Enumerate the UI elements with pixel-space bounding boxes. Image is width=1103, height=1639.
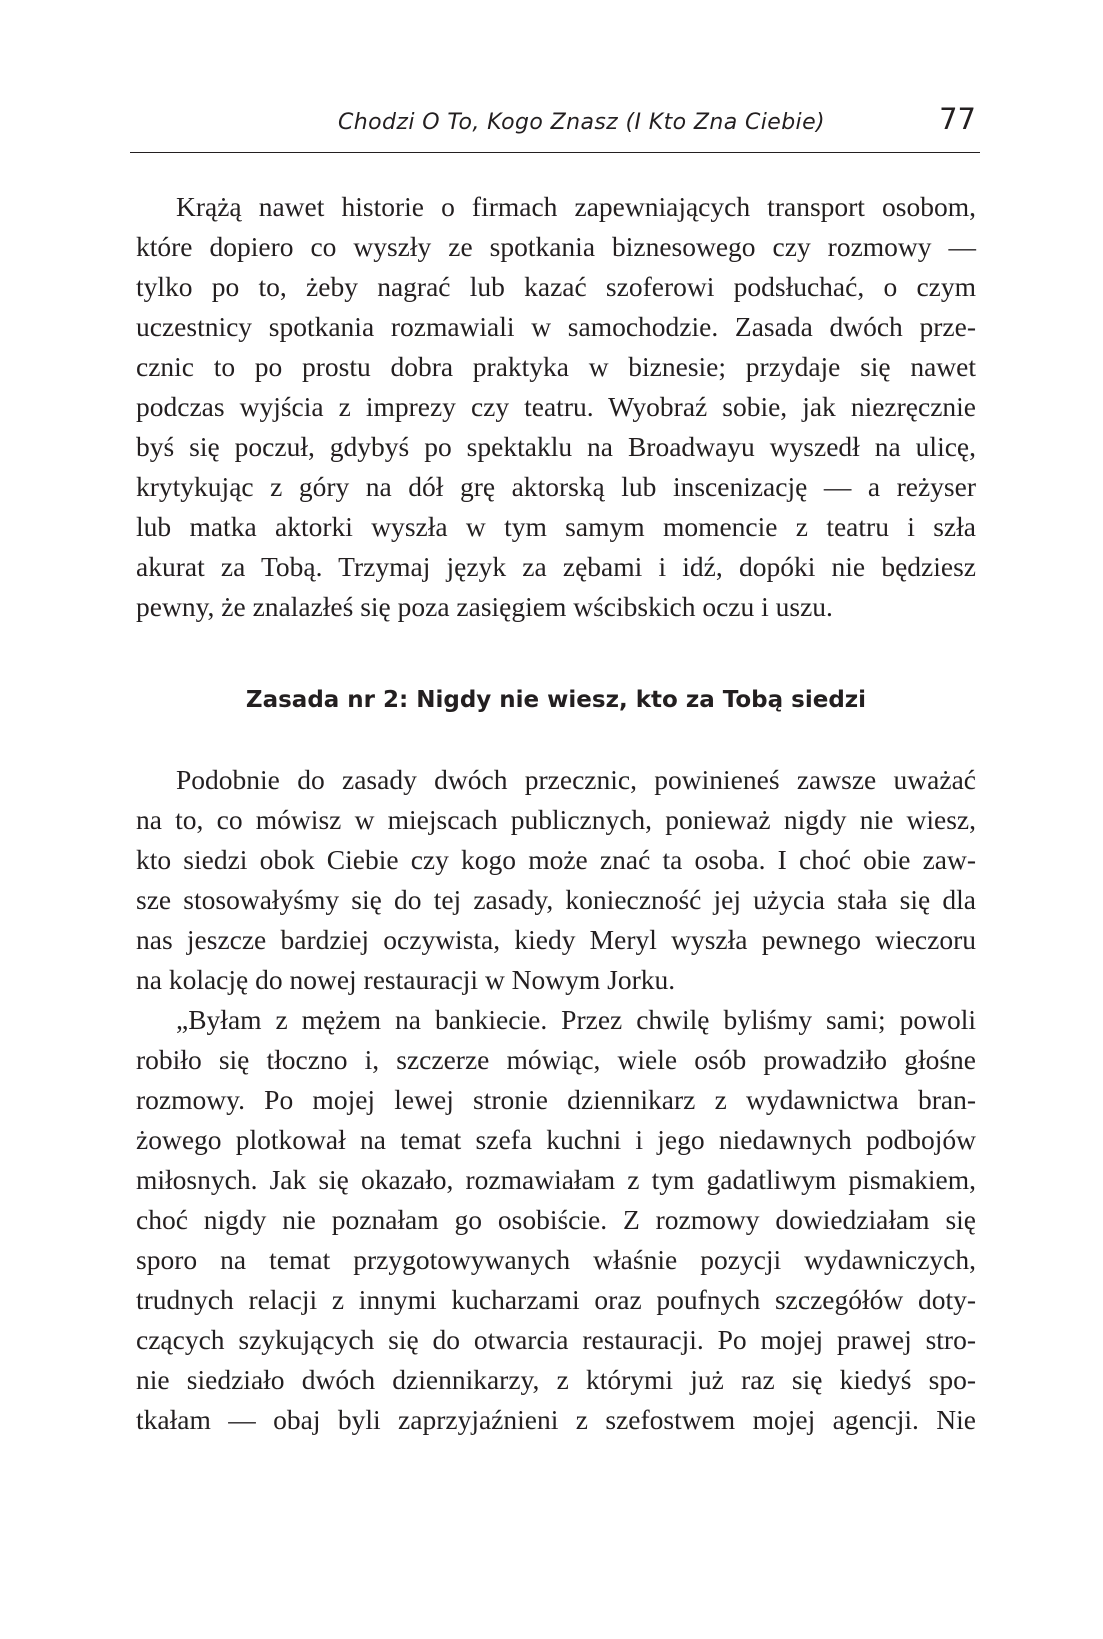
paragraph-line: „Byłam z mężem na bankiecie. Przez chwilę byliśmy sami; powoli <box>176 1004 976 1035</box>
paragraph-line: czących szykujących się do otwarcia restauracji. Po mojej prawej stro- <box>136 1324 976 1355</box>
paragraph-line: Podobnie do zasady dwóch przecznic, powinieneś zawsze uważać <box>176 764 976 795</box>
paragraph-line: które dopiero co wyszły ze spotkania biznesowego czy rozmowy — <box>136 231 976 262</box>
paragraph-line: choć nigdy nie poznałam go osobiście. Z rozmowy dowiedziałam się <box>136 1204 976 1235</box>
paragraph-line: tkałam — obaj byli zaprzyjaźnieni z szefostwem mojej agencji. Nie <box>136 1404 976 1435</box>
paragraph-line: akurat za Tobą. Trzymaj język za zębami i idź, dopóki nie będziesz <box>136 551 976 582</box>
paragraph-line: byś się poczuł, gdybyś po spektaklu na Broadwayu wyszedł na ulicę, <box>136 431 976 462</box>
paragraph-line: trudnych relacji z innymi kucharzami oraz poufnych szczegółów doty- <box>136 1284 976 1315</box>
paragraph-line: Krążą nawet historie o firmach zapewniających transport osobom, <box>176 191 976 222</box>
paragraph-line: nie siedziało dwóch dziennikarzy, z którymi już raz się kiedyś spo- <box>136 1364 976 1395</box>
paragraph-line: rozmowy. Po mojej lewej stronie dziennikarz z wydawnictwa bran- <box>136 1084 976 1115</box>
paragraph-line: sporo na temat przygotowywanych właśnie pozycji wydawniczych, <box>136 1244 976 1275</box>
running-head <box>130 102 980 153</box>
paragraph-line: uczestnicy spotkania rozmawiali w samochodzie. Zasada dwóch prze- <box>136 311 976 342</box>
paragraph-line: sze stosowałyśmy się do tej zasady, konieczność jej użycia stała się dla <box>136 884 976 915</box>
paragraph-line: podczas wyjścia z imprezy czy teatru. Wyobraź sobie, jak niezręcznie <box>136 391 976 422</box>
paragraph-line: lub matka aktorki wyszła w tym samym momencie z teatru i szła <box>136 511 976 542</box>
page-number: 77 <box>939 102 976 136</box>
paragraph-line: krytykując z góry na dół grę aktorską lub inscenizację — a reżyser <box>136 471 976 502</box>
paragraph-line: nas jeszcze bardziej oczywista, kiedy Meryl wyszła pewnego wieczoru <box>136 924 976 955</box>
paragraph-line: żowego plotkował na temat szefa kuchni i jego niedawnych podbojów <box>136 1124 976 1155</box>
paragraph-line: miłosnych. Jak się okazało, rozmawiałam z tym gadatliwym pismakiem, <box>136 1164 976 1195</box>
paragraph-line: cznic to po prostu dobra praktyka w biznesie; przydaje się nawet <box>136 351 976 382</box>
paragraph-line: robiło się tłoczno i, szczerze mówiąc, wiele osób prowadziło głośne <box>136 1044 976 1075</box>
paragraph-line: pewny, że znalazłeś się poza zasięgiem wścibskich oczu i uszu. <box>136 591 833 622</box>
paragraph-line: kto siedzi obok Ciebie czy kogo może znać ta osoba. I choć obie zaw- <box>136 844 976 875</box>
paragraph-line: tylko po to, żeby nagrać lub kazać szoferowi podsłuchać, o czym <box>136 271 976 302</box>
paragraph-line: na kolację do nowej restauracji w Nowym Jorku. <box>136 964 676 995</box>
paragraph-1 <box>136 187 976 627</box>
running-head-title: Chodzi O To, Kogo Znasz (I Kto Zna Ciebie) <box>338 110 825 135</box>
section-heading: Zasada nr 2: Nigdy nie wiesz, kto za Tobą siedzi <box>245 687 867 713</box>
paragraph-2 <box>136 760 976 1000</box>
paragraph-3 <box>136 1000 976 1440</box>
paragraph-line: na to, co mówisz w miejscach publicznych, ponieważ nigdy nie wiesz, <box>136 804 976 835</box>
